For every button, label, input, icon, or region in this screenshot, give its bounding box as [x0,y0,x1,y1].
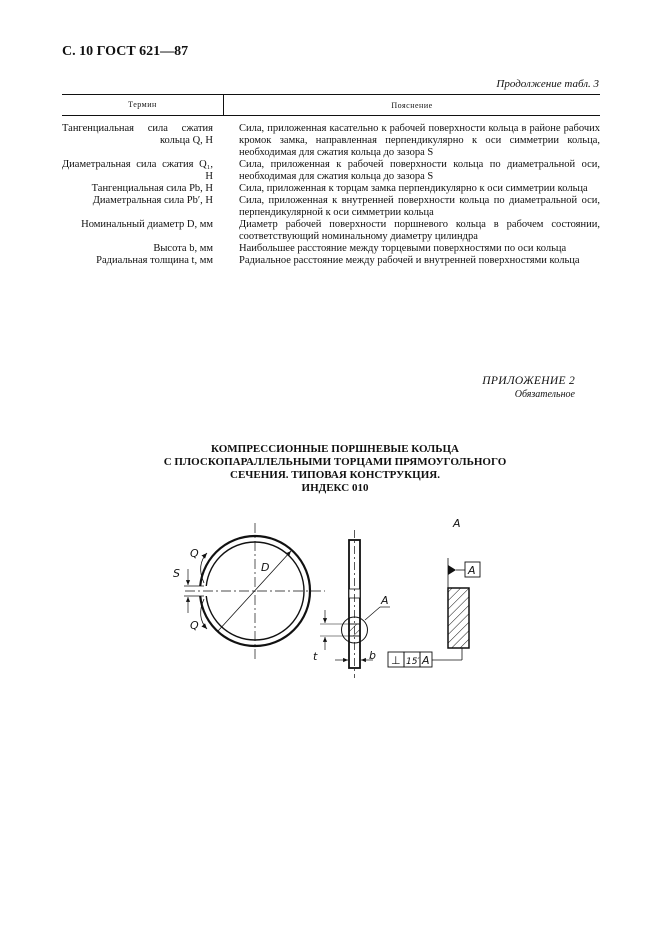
section-title-line: ИНДЕКС 010 [301,482,369,494]
tolerance-value: 15′ [406,657,420,667]
term-cell: Тангенциальная сила Pb, Н [91,183,213,194]
perpendicularity-symbol: ⊥ [391,654,401,667]
terms-table [62,94,600,267]
appendix-title: ПРИЛОЖЕНИЕ 2 [482,375,575,387]
table-row [62,243,600,255]
tolerance-datum: A [422,654,430,667]
term-cell: Тангенциальная сила сжатия кольца Q, Н [62,123,213,146]
table-header [62,94,600,116]
table-row [62,123,600,159]
table-continuation-note: Продолжение табл. 3 [496,78,599,90]
explanation-cell: Наибольшее расстояние между торцевыми поверхностями по оси кольца [239,243,567,254]
table-row [62,255,600,267]
appendix-label [482,375,575,400]
column-header-explanation: Пояснение [391,100,433,110]
detail-a-view [388,517,480,667]
diameter-label: D [261,561,270,574]
force-q-label: Q [190,619,199,632]
section-title-line: С ПЛОСКОПАРАЛЛЕЛЬНЫМИ ТОРЦАМИ ПРЯМОУГОЛЬНОГО [163,456,507,468]
column-header-term: Термин [62,95,224,115]
page-header: С. 10 ГОСТ 621—87 [62,44,189,59]
term-cell: Номинальный диаметр D, мм [81,219,213,230]
term-cell: Высота b, мм [153,243,213,254]
appendix-status: Обязательное [514,389,575,400]
section-title [120,443,550,495]
force-q-label: Q [190,547,199,560]
section-title-line: КОМПРЕССИОННЫЕ ПОРШНЕВЫЕ КОЛЬЦА [211,443,459,455]
section-title-line: СЕЧЕНИЯ. ТИПОВАЯ КОНСТРУКЦИЯ. [230,469,440,481]
table-row [62,219,600,243]
table-body [62,123,600,267]
detail-a-title: A [453,517,461,530]
detail-a-callout: A [381,594,389,607]
explanation-cell: Радиальное расстояние между рабочей и внутренней поверхностями кольца [239,255,580,266]
explanation-cell: Сила, приложенная к внутренней поверхности кольца по диаметральной оси, перпендикулярной к оси симметрии кольца [239,195,600,218]
explanation-cell: Диаметр рабочей поверхности поршневого кольца в рабочем состоянии, соответствующий номинальному диаметру цилиндра [239,219,600,242]
term-cell: Радиальная толщина t, мм [96,255,213,266]
ring-plan-view [173,523,325,659]
thickness-t-label: t [313,650,318,663]
height-b-label: b [369,649,376,662]
explanation-cell: Сила, приложенная к рабочей поверхности кольца по диаметральной оси, необходимая для сжатия кольца до зазора S [239,159,600,182]
term-cell: Диаметральная сила сжатия Q₁, Н [62,159,213,182]
explanation-cell: Сила, приложенная к торцам замка перпендикулярно к оси симметрии кольца [239,183,588,194]
table-row [62,159,600,183]
explanation-cell: Сила, приложенная касательно к рабочей поверхности кольца в районе рабочих кромок замка, направленная перпендикулярно к оси симметрии кольца, необходимая для сжатия кольца до зазора S [239,123,600,158]
ring-drawing [160,515,500,690]
table-row [62,195,600,219]
table-row [62,183,600,195]
ring-side-view [313,530,390,678]
datum-a-label: A [468,564,476,577]
gap-s-label: S [173,567,180,580]
term-cell: Диаметральная сила Pb′, Н [92,195,213,206]
